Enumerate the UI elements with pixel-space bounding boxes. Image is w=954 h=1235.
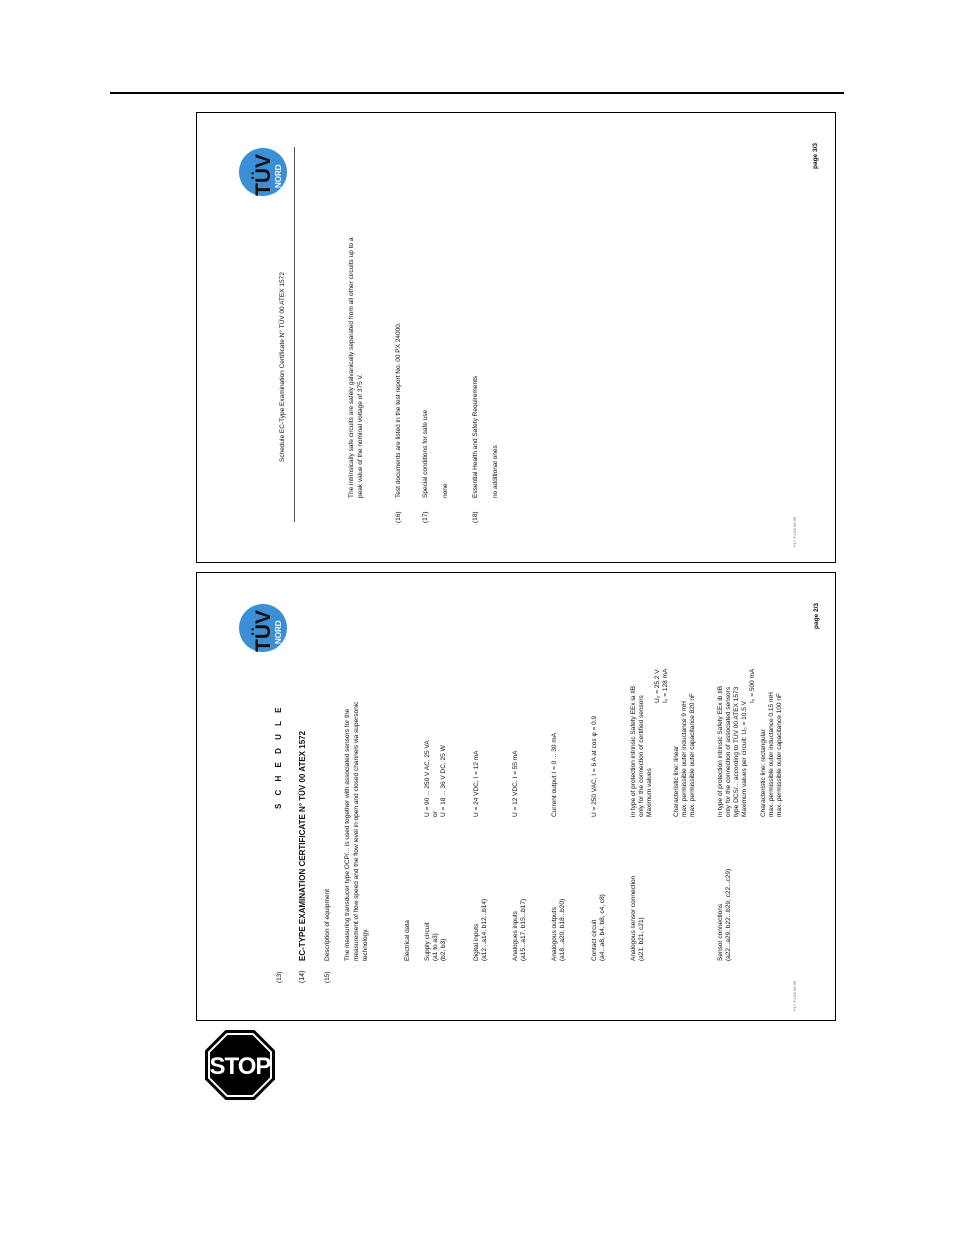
certificate-page-2 [196, 572, 836, 1021]
logo-main-text: TÜV [252, 610, 275, 652]
header-rule [110, 92, 844, 94]
section-18-number: (18) [472, 511, 479, 523]
analog-sensor-characteristic: Characteristic line: linear [673, 745, 680, 817]
logo-main-text: TÜV [252, 154, 275, 196]
sensor-conn-capacitance: max. permissible outer capacitance 100 nF [776, 693, 783, 817]
stop-sign-icon [205, 1030, 275, 1100]
description-line1: The measuring transducer type OCP/... is used together with associated sensors for the [344, 708, 351, 961]
analog-sensor-protection: in type of protection intrinsic Safety EEx ia IIB [630, 685, 637, 817]
section-15-number: (15) [324, 971, 331, 983]
analog-sensor-max-label: Maximum values [646, 768, 653, 817]
sensor-conn-i0: I₀ = 500 mA [749, 668, 756, 703]
form-code: P17-F-016 06-06 [792, 516, 797, 547]
analogous-outputs-pins: (a18...a20, b18...b20) [559, 898, 566, 961]
supply-pins-b: (b2, b3) [440, 938, 447, 961]
analogue-inputs-label: Analogues inputs [512, 911, 519, 961]
section-14-number: (14) [299, 970, 306, 983]
supply-pins-a: (a1 to a3) [432, 933, 439, 961]
stop-sign-text: STOP [209, 1053, 271, 1080]
page-number: page 3/3 [812, 142, 819, 169]
description-line2: measurement of flow speed and the flow level in open and closed channels via supersonic [353, 701, 360, 961]
section-17-text: Special conditions for safe use [422, 409, 429, 498]
section-18-text: Essential Health and Safety Requirements [472, 375, 479, 498]
section-17-value: none [442, 483, 449, 498]
tuv-nord-logo [237, 143, 289, 201]
analog-sensor-label: Analogous sensor connection [630, 875, 637, 961]
analog-sensor-i0: I₀ = 128 mA [662, 668, 669, 703]
isolation-para-line1: The intrinsically safe circuits are safely galvanically separated from all other circuits up to a [348, 237, 355, 498]
section-15-text: Description of equipment [324, 889, 331, 961]
sensor-connections-label: Sensor connections [717, 903, 724, 961]
sensor-conn-max-values: Maximum values per circuit: U₀ = 10.5 V [741, 701, 748, 817]
certificate-title: EC-TYPE EXAMINATION CERTIFICATE N° TÜV 00 ATEX 1572 [298, 730, 307, 961]
isolation-para-line2: peak value of the nominal voltage of 375 V. [357, 373, 364, 498]
page-number: page 2/3 [813, 602, 820, 629]
contact-circuit-value: U = 250 VAC, I = 6 A at cos φ = 0.9 [591, 715, 598, 817]
supply-label: Supply circuit [424, 922, 431, 961]
certificate-page-3 [196, 112, 836, 563]
sensor-conn-protection: in type of protection intrinsic Safety EEx ib IIB [717, 685, 724, 817]
section-17-number: (17) [422, 511, 429, 523]
contact-circuit-pins: (a4...a8, b4, b8, c4, c8) [599, 894, 606, 961]
section-13-number: (13) [276, 971, 283, 983]
analogous-outputs-value: Current output I = 0 ... 30 mA [551, 732, 558, 817]
digital-inputs-label: Digital inputs [473, 923, 480, 961]
sensor-conn-inductance: max. permissible outer inductance 0.15 mH [768, 691, 775, 817]
analog-sensor-u0: U₀ = 25.2 V [654, 669, 661, 703]
section-18-value: no additional ones [492, 445, 499, 498]
logo-sub-text: NORD [274, 164, 283, 188]
tuv-nord-logo [237, 599, 289, 657]
digital-inputs-value: U = 24 VDC, I = 12 mA [473, 750, 480, 817]
supply-value-ac: U = 90 ... 250 V AC, 25 VA [424, 740, 431, 817]
analogue-inputs-value: U = 12 VDC, I = 55 mA [512, 750, 519, 817]
logo-sub-text: NORD [274, 620, 283, 644]
schedule-title: S C H E D U L E [274, 704, 283, 809]
description-line3: technology. [362, 928, 369, 961]
sensor-connections-pins: (a22...a29, b22...b29, c22...c29) [725, 868, 732, 961]
section-16-text: Test documents are listed in the test report No. 00 PX 24000. [395, 322, 402, 498]
analogous-outputs-label: Analogous outputs [551, 907, 558, 961]
header-divider [294, 147, 295, 522]
analog-sensor-capacitance: max. permissible outer capacitance 820 nF [689, 693, 696, 817]
contact-circuit-label: Contact circuit [591, 919, 598, 961]
analogue-inputs-pins: (a15...a17, b15...b17) [520, 898, 527, 961]
page-header: Schedule EC-Type Examination Certificate N° TÜV 00 ATEX 1572 [279, 272, 286, 462]
analog-sensor-certified: only for the connection of certified sensors [638, 695, 645, 817]
supply-value-dc: U = 18 ... 36 V DC, 25 W [440, 745, 447, 817]
electrical-data-heading: Electrical data [404, 920, 411, 961]
section-16-number: (16) [395, 511, 402, 523]
sensor-conn-characteristic: Characteristic line: rectangular [760, 729, 767, 817]
sensor-conn-reference: type DCS/... according to TÜV 00 ATEX 1573 [733, 686, 740, 817]
supply-value-or: or [432, 811, 439, 817]
form-code: P17-F-016 06-06 [792, 980, 797, 1011]
analog-sensor-pins: (a21, b21, c21) [638, 917, 645, 961]
sensor-conn-associated: only for the connection of associated sensors [725, 686, 732, 817]
digital-inputs-pins: (a12...a14, b12...b14) [481, 898, 488, 961]
analog-sensor-inductance: max. permissible outer inductance 9 mH [681, 701, 688, 817]
